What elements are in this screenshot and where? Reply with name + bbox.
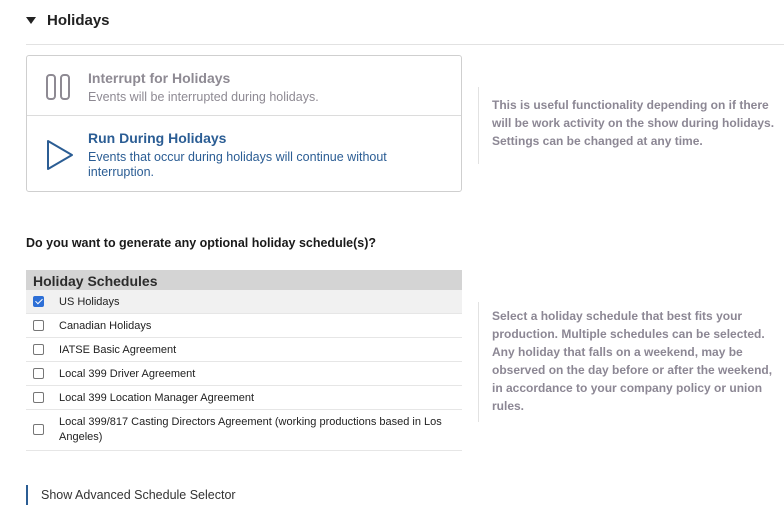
- table-header: Holiday Schedules: [26, 270, 462, 290]
- option-interrupt-for-holidays[interactable]: [27, 56, 461, 116]
- schedule-row-canadian-holidays[interactable]: [26, 314, 462, 338]
- option-run-during-holidays[interactable]: [27, 116, 461, 192]
- schedule-checkbox[interactable]: [33, 296, 44, 307]
- schedule-label: Local 399 Driver Agreement: [59, 368, 196, 380]
- schedule-label: Canadian Holidays: [59, 320, 152, 332]
- holiday-mode-options: [26, 55, 462, 192]
- schedule-question: Do you want to generate any optional holiday schedule(s)?: [26, 236, 377, 250]
- pause-icon: [45, 73, 73, 106]
- schedule-row-iatse-basic[interactable]: [26, 338, 462, 362]
- schedule-help: Select a holiday schedule that best fits your production. Multiple schedules can be selected. Any holiday that falls on a weekend, may be observed on the day before or after the weekend, in accordance to your company policy or union rules.: [478, 302, 784, 422]
- schedule-label: US Holidays: [59, 296, 120, 308]
- schedule-row-local-399-817-casting[interactable]: [26, 410, 462, 451]
- schedule-checkbox[interactable]: [33, 320, 44, 331]
- holiday-mode-help: This is useful functionality depending on if there will be work activity on the show during holidays. Settings can be changed at any time.: [478, 87, 778, 164]
- section-divider: [26, 44, 784, 45]
- caret-down-icon: [26, 17, 36, 24]
- play-icon: [45, 138, 75, 177]
- option-description: Events will be interrupted during holidays.: [88, 90, 319, 104]
- section-title: Holidays: [47, 12, 110, 29]
- option-title: Run During Holidays: [88, 130, 227, 146]
- holiday-schedules-table: [26, 270, 462, 451]
- schedule-label: IATSE Basic Agreement: [59, 344, 177, 356]
- schedule-label: Local 399 Location Manager Agreement: [59, 392, 255, 404]
- show-advanced-schedule-selector-link[interactable]: Show Advanced Schedule Selector: [26, 485, 236, 505]
- option-description: Events that occur during holidays will continue without interruption.: [88, 150, 387, 179]
- schedule-label: Local 399/817 Casting Directors Agreement (working productions based in Los Angeles): [59, 416, 442, 443]
- option-title: Interrupt for Holidays: [88, 70, 231, 86]
- schedule-checkbox[interactable]: [33, 344, 44, 355]
- schedule-checkbox[interactable]: [33, 392, 44, 403]
- schedule-checkbox[interactable]: [33, 368, 44, 379]
- schedule-row-us-holidays[interactable]: [26, 290, 462, 314]
- schedule-row-local-399-location-manager[interactable]: [26, 386, 462, 410]
- schedule-row-local-399-driver[interactable]: [26, 362, 462, 386]
- schedule-checkbox[interactable]: [33, 424, 44, 435]
- holidays-section-toggle[interactable]: [26, 12, 110, 29]
